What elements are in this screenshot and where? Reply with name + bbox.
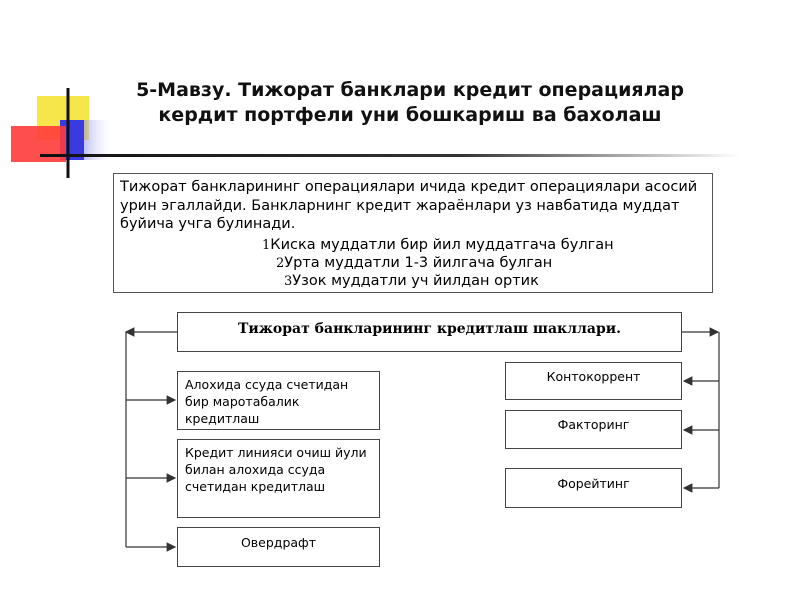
left-box-1: Алохида ссуда счетидан бир маротабалик кредитлаш [177, 371, 380, 430]
intro-item-3-text: Узок муддатли уч йилдан ортик [292, 273, 539, 289]
main-box: Тижорат банкларининг кредитлаш шакллари. [177, 312, 682, 352]
right-box-1: Контокоррент [505, 362, 682, 400]
intro-item-1-num: 1 [262, 238, 271, 253]
left-box-2: Кредит линияси очиш йули билан алохида ссуда счетидан кредитлаш [177, 439, 380, 518]
right-box-2: Факторинг [505, 410, 682, 449]
title-line-1: 5-Мавзу. Тижорат банклари кредит операциялар [136, 79, 684, 101]
intro-item-3-num: 3 [284, 274, 293, 289]
right-box-3: Форейтинг [505, 468, 682, 508]
left-box-3: Овердрафт [177, 527, 380, 567]
intro-item-2-num: 2 [276, 256, 285, 271]
intro-paragraph: Тижорат банкларининг операциялари ичида кредит операциялари асосий урин эгаллайди. Банкларнинг кредит жараёнлари уз навбатида муддат буйича учга булинади. [120, 179, 698, 232]
title-line-2: кердит портфели уни бошкариш ва бахолаш [158, 104, 662, 126]
intro-item-1-text: Киска муддатли бир йил муддатгача булган [270, 237, 614, 253]
intro-item-2-text: Урта муддатли 1-3 йилгача булган [284, 255, 553, 271]
